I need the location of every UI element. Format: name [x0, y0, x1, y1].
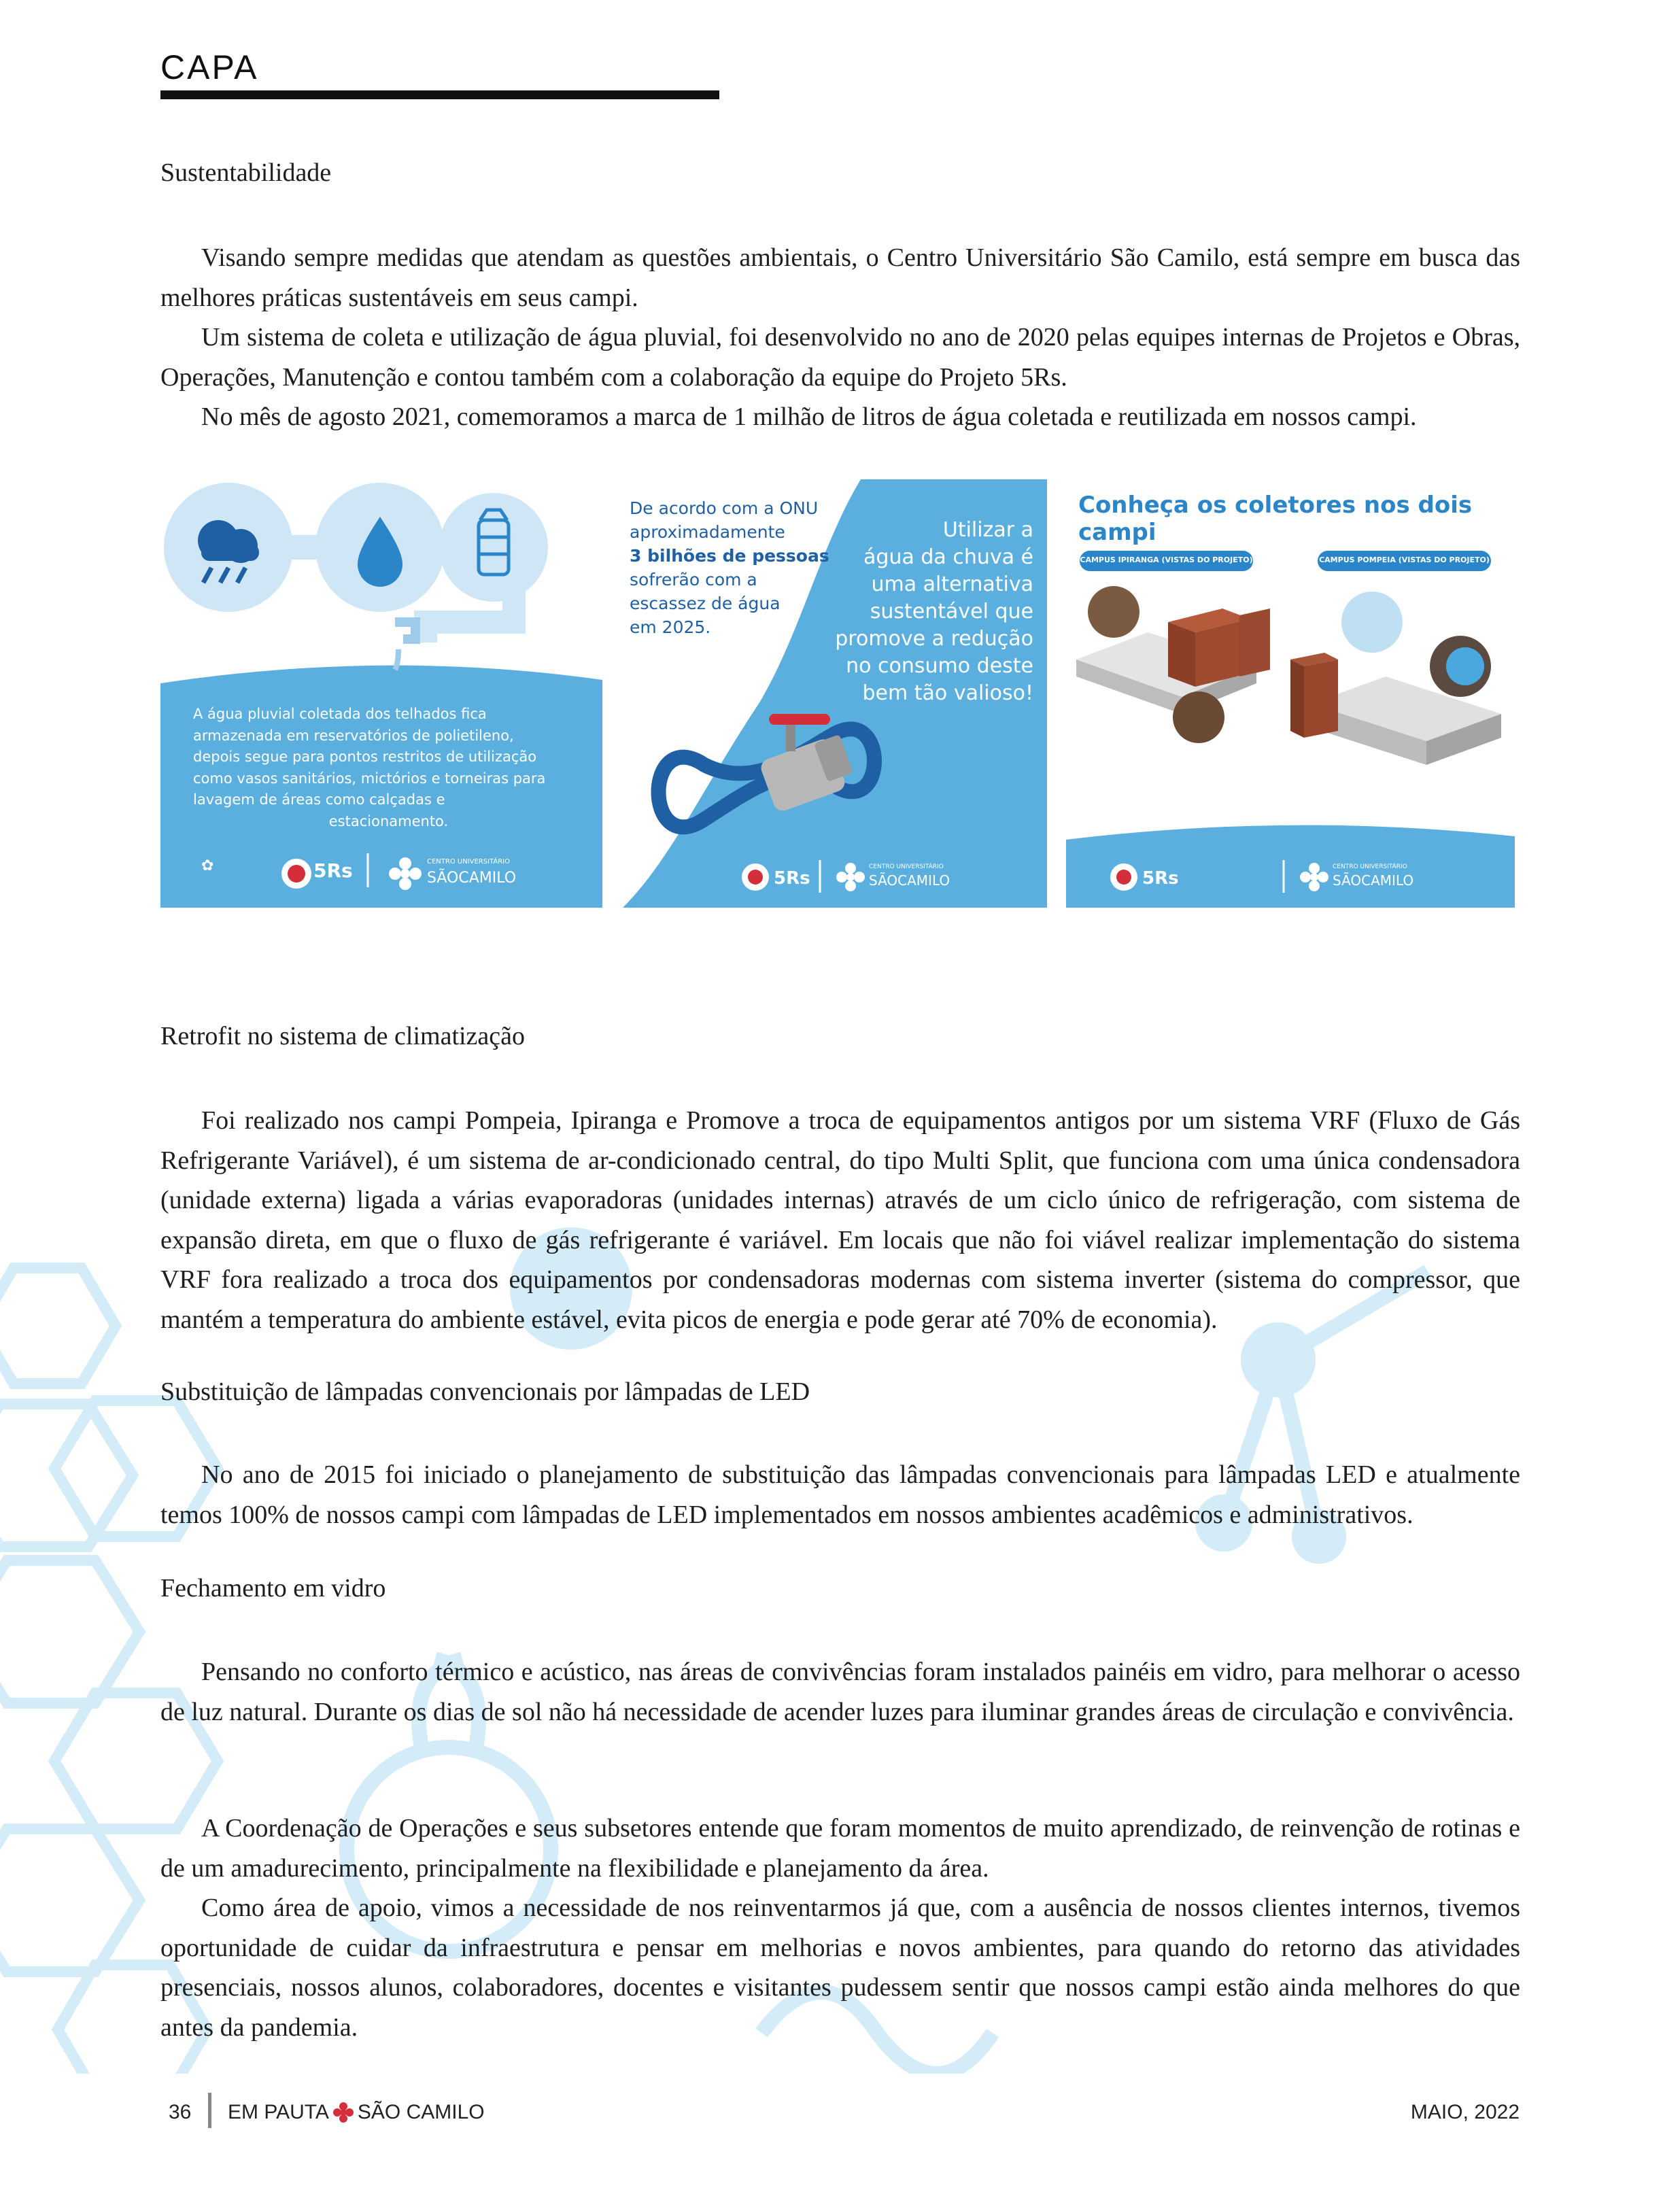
paragraph: A Coordenação de Operações e seus subsetores entende que foram momentos de muito aprendizado, de reinvenção de rotinas e de um amadurecimento, principalmente na flexibilidade e planejamento da área.: [160, 1814, 1520, 1883]
text-line: uma alternativa: [871, 572, 1033, 596]
text-line: Utilizar a: [942, 518, 1033, 542]
5rs-logo: 5Rs: [774, 868, 810, 889]
heading-retrofit: Retrofit no sistema de climatização: [160, 1022, 526, 1050]
logo-small-text: CENTRO UNIVERSITÁRIO: [869, 863, 944, 870]
text-line: em 2025.: [630, 617, 711, 637]
logo-small-text: CENTRO UNIVERSITÁRIO: [1333, 863, 1407, 870]
onu-fact-text: [630, 496, 829, 639]
text-line: como vasos sanitários, mictórios e torneiras para: [193, 770, 546, 787]
text-line: bem tão valioso!: [862, 681, 1033, 705]
paragraphs-vidro: [160, 1652, 1520, 1732]
text-line: no consumo deste: [846, 654, 1033, 678]
rainwater-flow-illustration: [160, 479, 602, 908]
paragraph: Foi realizado nos campi Pompeia, Ipiranga e Promove a troca de equipamentos antigos por um sistema VRF (Fluxo de Gás Refrigerante Variável), é um sistema de ar-condicionado central, do tipo Multi Split, que funciona com uma única condensadora (unidade externa) ligada a várias evaporadoras (unidades internas) através de um ciclo único de refrigeração, com sistema de expansão direta, em que o fluxo de gás refrigerante é variável. Em locais que não foi viável realizar implementação do sistema VRF fora realizado a troca dos equipamentos por condensadoras modernas com sistema inverter (sistema do compressor, que mantém a temperatura do ambiente estável, evita picos de energia e pode gerar até 70% de economia).: [160, 1106, 1520, 1334]
footer-divider: [208, 2093, 211, 2128]
publication-name: [228, 2101, 485, 2124]
paragraph: Visando sempre medidas que atendam as questões ambientais, o Centro Universitário São Camilo, está sempre em busca das melhores práticas sustentáveis em seus campi.: [160, 243, 1520, 312]
heading-sustentabilidade: Sustentabilidade: [160, 158, 332, 187]
paragraphs-closing: [160, 1809, 1520, 2047]
paragraphs-sustentabilidade: [160, 238, 1520, 437]
logo-name: SÃOCAMILO: [1333, 872, 1414, 889]
text-line: sofrerão com a: [630, 570, 757, 589]
paragraph: Pensando no conforto térmico e acústico, nas áreas de convivências foram instalados painéis em vidro, para melhorar o acesso de luz natural. Durante os dias de sol não há necessidade de acender luzes para iluminar grandes áreas de circulação e convivência.: [160, 1658, 1520, 1726]
logo-name: SÃOCAMILO: [869, 872, 950, 889]
text-line: lavagem de áreas como calçadas e: [193, 791, 445, 808]
rain-reuse-message: [809, 517, 1033, 707]
infographic-panel-collectors: [1066, 479, 1515, 908]
paragraph: Como área de apoio, vimos a necessidade de nos reinventarmos já que, com a ausência de nossos clientes internos, tivemos oportunidade de cuidar da infraestrutura e pensar em melhorias e novos ambientes, para quando do retorno das atividades presenciais, nossos alunos, colaboradores, docentes e visitantes pudessem sentir que nossos campi estão ainda melhores do que antes da pandemia.: [160, 1894, 1520, 2042]
text-line: escassez de água: [630, 594, 781, 613]
text-line: A água pluvial coletada dos telhados fica: [193, 706, 487, 722]
paragraphs-retrofit: [160, 1101, 1520, 1339]
text-line: armazenada em reservatórios de polietileno,: [193, 727, 514, 744]
text-line: De acordo com a ONU: [630, 498, 819, 518]
infographic-panel-onu-fact: [616, 479, 1047, 908]
heading-vidro: Fechamento em vidro: [160, 1574, 386, 1603]
publication-name-right: SÃO CAMILO: [357, 2101, 485, 2123]
svg-text:✿: ✿: [201, 857, 214, 874]
infographic-panel-rainwater-flow: [160, 479, 602, 908]
collectors-title: Conheça os coletores nos dois campi: [1078, 492, 1473, 546]
publication-name-left: EM PAUTA: [228, 2101, 329, 2123]
5rs-logo: 5Rs: [1142, 868, 1179, 889]
publication-date: MAIO, 2022: [1410, 2101, 1520, 2123]
page-number: 36: [169, 2101, 192, 2123]
tag-campus-pompeia: CAMPUS POMPEIA (VISTAS DO PROJETO): [1319, 555, 1490, 564]
section-rule: [160, 90, 719, 99]
paragraphs-led: [160, 1455, 1520, 1535]
logo-name: SÃOCAMILO: [427, 870, 517, 887]
section-label: CAPA: [160, 48, 259, 86]
rainwater-flow-text: [193, 704, 584, 832]
logo-small-text: CENTRO UNIVERSITÁRIO: [427, 858, 510, 866]
sao-camilo-cross-logo-icon: [333, 2102, 354, 2123]
text-line: depois segue para pontos restritos de utilização: [193, 749, 537, 765]
text-line: estacionamento.: [328, 812, 449, 829]
paragraph: Um sistema de coleta e utilização de água pluvial, foi desenvolvido no ano de 2020 pelas equipes internas de Projetos e Obras, Operações, Manutenção e contou também com a colaboração da equipe do Projeto 5Rs.: [160, 323, 1520, 392]
text-line: aproximadamente: [630, 522, 785, 542]
heading-led: Substituição de lâmpadas convencionais por lâmpadas de LED: [160, 1377, 810, 1406]
text-line: água da chuva é: [863, 545, 1033, 569]
text-line: promove a redução: [835, 627, 1033, 651]
tag-campus-ipiranga: CAMPUS IPIRANGA (VISTAS DO PROJETO): [1080, 555, 1253, 564]
paragraph: No ano de 2015 foi iniciado o planejamento de substituição das lâmpadas convencionais para lâmpadas LED e atualmente temos 100% de nossos campi com lâmpadas de LED implementados em nossos ambientes acadêmicos e administrativos.: [160, 1460, 1520, 1529]
paragraph: No mês de agosto 2021, comemoramos a marca de 1 milhão de litros de água coletada e reutilizada em nossos campi.: [201, 403, 1417, 431]
5rs-logo: 5Rs: [313, 859, 353, 882]
text-line: sustentável que: [870, 600, 1033, 623]
text-line: 3 bilhões de pessoas: [630, 546, 829, 566]
